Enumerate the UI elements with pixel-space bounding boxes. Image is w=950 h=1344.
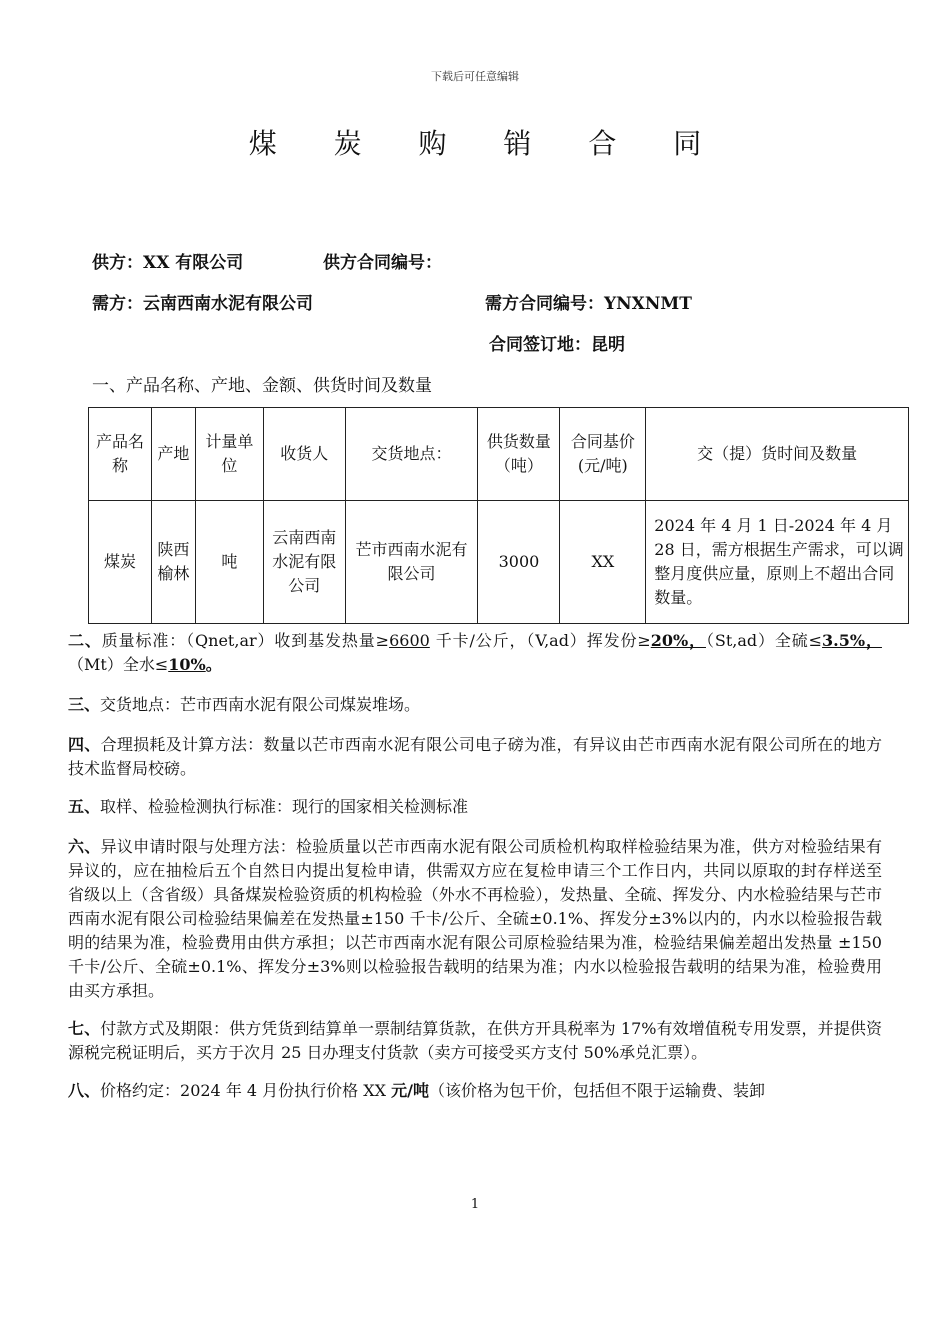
section-label: 二、	[68, 631, 102, 650]
product-table	[88, 407, 909, 624]
quality-value: 6600	[389, 631, 430, 650]
section-text: 取样、检验检测执行标准：现行的国家相关检测标准	[100, 797, 469, 816]
document-title: 煤 炭 购 销 合 同	[248, 127, 726, 160]
price-unit: 元/吨	[391, 1081, 429, 1100]
section-2	[68, 629, 882, 677]
section-3	[68, 693, 882, 717]
header-cell: 供货数量（吨）	[478, 408, 560, 501]
sign-place: 合同签订地：昆明	[489, 335, 625, 355]
section-text: 付款方式及期限：供方凭货到结算单一票制结算货款，在供方开具税率为 17%有效增值税专用发票，并提供资源税完税证明后，买方于次月 25 日办理支付货款（卖方可接受买方支付 50%承兑汇票）。	[68, 1019, 882, 1062]
section-text: （该价格为包干价，包括但不限于运输费、装卸	[429, 1081, 766, 1100]
table-cell: XX	[560, 501, 646, 624]
section-text: 。	[205, 655, 222, 674]
quality-value: 3.5%，	[822, 631, 882, 650]
section-8	[68, 1079, 882, 1103]
table-row	[89, 501, 909, 624]
table-cell: 云南西南水泥有限公司	[263, 501, 345, 624]
header-cell: 合同基价(元/吨)	[560, 408, 646, 501]
table-cell: 吨	[195, 501, 263, 624]
section-5	[68, 795, 882, 819]
section-label: 八、	[68, 1081, 101, 1100]
supplier-name: 供方：XX 有限公司	[92, 253, 244, 273]
table-cell: 芒市西南水泥有限公司	[345, 501, 478, 624]
header-note: 下载后可任意编辑	[431, 70, 519, 83]
section-1-title: 一、产品名称、产地、金额、供货时间及数量	[92, 376, 432, 396]
header-cell: 收货人	[263, 408, 345, 501]
section-4	[68, 733, 882, 781]
contract-body	[68, 629, 882, 1116]
table-cell: 2024 年 4 月 1 日-2024 年 4 月 28 日，需方根据生产需求，可以调整月度供应量，原则上不超出合同数量。	[646, 501, 909, 624]
section-7	[68, 1017, 882, 1065]
header-cell: 交（提）货时间及数量	[646, 408, 909, 501]
table-cell: 煤炭	[89, 501, 152, 624]
section-text: 质量标准：（Qnet,ar）收到基发热量≥	[101, 631, 390, 650]
table-cell: 3000	[478, 501, 560, 624]
section-text: （Mt）全水≤	[68, 655, 169, 674]
section-label: 四、	[68, 735, 101, 754]
header-cell: 产地	[151, 408, 195, 501]
header-cell: 产品名称	[89, 408, 152, 501]
buyer-name: 需方：云南西南水泥有限公司	[92, 294, 313, 314]
section-text: 合理损耗及计算方法：数量以芒市西南水泥有限公司电子磅为准，有异议由芒市西南水泥有限公司所在的地方技术监督局校磅。	[68, 735, 882, 778]
section-text: 交货地点：芒市西南水泥有限公司煤炭堆场。	[100, 695, 421, 714]
header-cell: 交货地点：	[345, 408, 478, 501]
table-cell: 陕西榆林	[151, 501, 195, 624]
buyer-contract-no: 需方合同编号：YNXNMT	[485, 294, 692, 314]
section-label: 七、	[68, 1019, 101, 1038]
table-header-row	[89, 408, 909, 501]
supplier-contract-no: 供方合同编号：	[323, 253, 442, 273]
section-text: 千卡/公斤，（V,ad）挥发份≥	[429, 631, 651, 650]
section-label: 六、	[68, 837, 101, 856]
section-text: （St,ad）全硫≤	[705, 631, 823, 650]
header-cell: 计量单位	[195, 408, 263, 501]
section-label: 五、	[68, 797, 101, 816]
quality-value: 20%，	[650, 631, 706, 650]
section-text: 异议申请时限与处理方法：检验质量以芒市西南水泥有限公司质检机构取样检验结果为准，供方对检验结果有异议的，应在抽检后五个自然日内提出复检申请，供需双方应在复检申请三个工作日内，共同以原取的封存样送至省级以上（含省级）具备煤炭检验资质的机构检验（外水不再检验），发热量、全硫、挥发分、内水检验结果与芒市西南水泥有限公司检验结果偏差在发热量±150 千卡/公斤、全硫±0.1%、挥发分±3%以内的，内水以检验报告载明的结果为准，检验费用由供方承担；以芒市西南水泥有限公司原检验结果为准，检验结果偏差超出发热量 ±150 千卡/公斤、全硫±0.1%、挥发分±3%则以检验报告载明的结果为准；内水以检验报告载明的结果为准，检验费用由买方承担。	[68, 837, 882, 1000]
page-number: 1	[470, 1197, 480, 1212]
section-6	[68, 835, 882, 1003]
quality-value: 10%	[168, 655, 206, 674]
section-text: 价格约定：2024 年 4 月份执行价格 XX	[100, 1081, 392, 1100]
section-label: 三、	[68, 695, 101, 714]
